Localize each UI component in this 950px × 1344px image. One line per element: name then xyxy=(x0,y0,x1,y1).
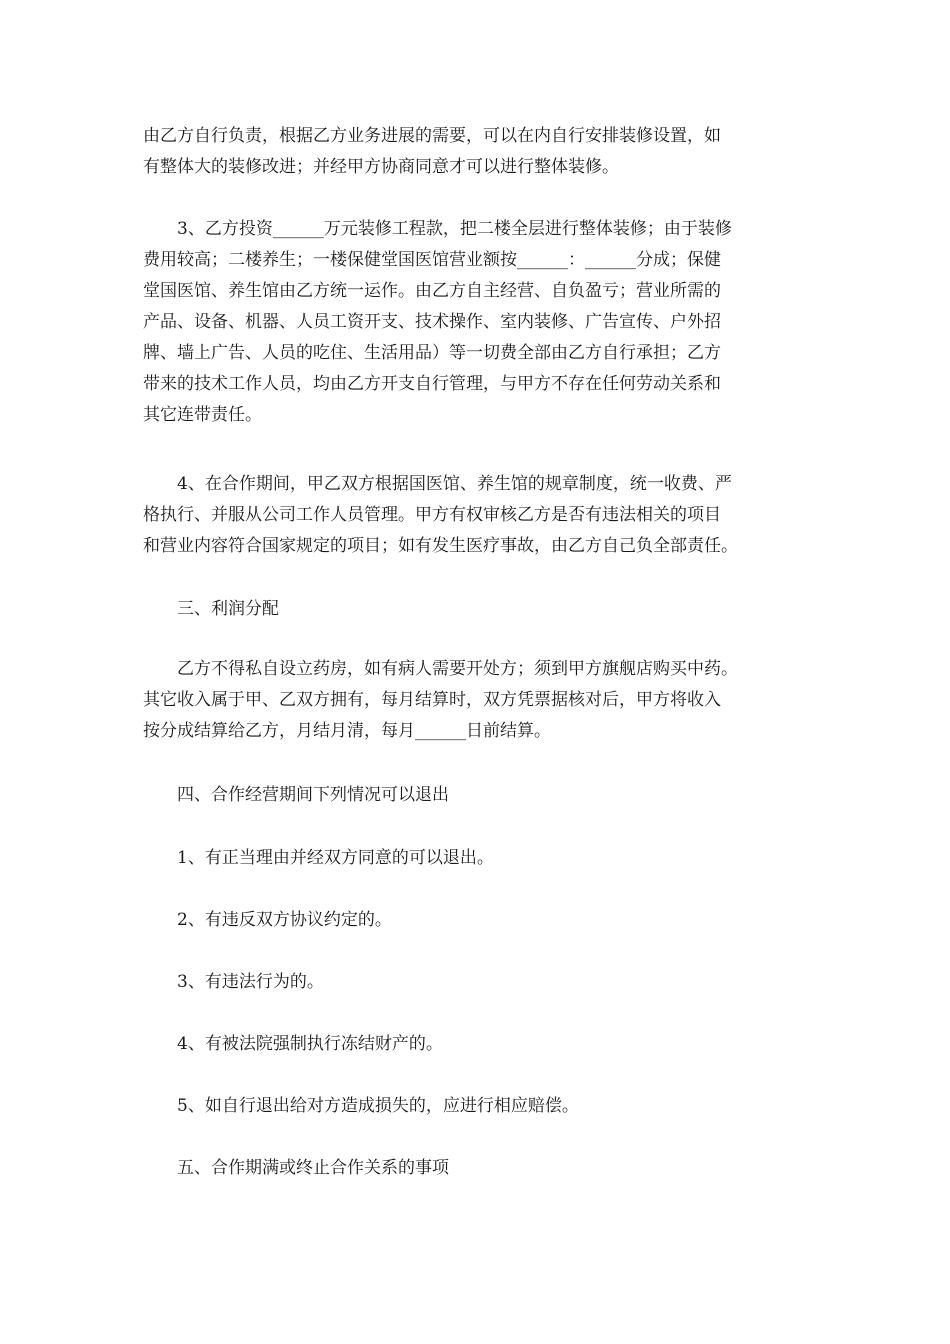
list-item-withdrawal-3 xyxy=(143,967,811,998)
text-line: 费用较高；二楼养生；一楼保健堂国医馆营业额按______：______分成；保健 xyxy=(143,250,721,270)
paragraph-renovation-responsibility xyxy=(143,121,811,183)
text-line: 2、有违反双方协议约定的。 xyxy=(143,910,392,930)
text-line: 4、有被法院强制执行冻结财产的。 xyxy=(143,1034,443,1054)
section-heading-expiry-termination xyxy=(143,1153,811,1184)
section-heading-withdrawal xyxy=(143,780,811,811)
text-line: 带来的技术工作人员，均由乙方开支自行管理，与甲方不存在任何劳动关系和 xyxy=(143,374,721,394)
text-line: 有整体大的装修改进；并经甲方协商同意才可以进行整体装修。 xyxy=(143,157,619,177)
paragraph-pharmacy-settlement xyxy=(143,654,811,747)
text-line: 格执行、并服从公司工作人员管理。甲方有权审核乙方是否有违法相关的项目 xyxy=(143,505,721,525)
list-item-withdrawal-4 xyxy=(143,1029,811,1060)
text-line: 1、有正当理由并经双方同意的可以退出。 xyxy=(143,848,494,868)
heading-text: 三、利润分配 xyxy=(143,599,279,619)
text-line: 由乙方自行负责，根据乙方业务进展的需要，可以在内自行安排装修设置，如 xyxy=(143,126,721,146)
list-item-withdrawal-1 xyxy=(143,843,811,874)
list-item-withdrawal-2 xyxy=(143,905,811,936)
paragraph-clause-4-cooperation xyxy=(143,469,811,562)
text-line: 3、乙方投资______万元装修工程款，把二楼全层进行整体装修；由于装修 xyxy=(143,219,732,239)
text-line: 5、如自行退出给对方造成损失的，应进行相应赔偿。 xyxy=(143,1096,579,1116)
section-heading-profit-distribution xyxy=(143,594,811,625)
heading-text: 四、合作经营期间下列情况可以退出 xyxy=(143,785,449,805)
paragraph-clause-3-investment xyxy=(143,214,811,431)
text-line: 产品、设备、机器、人员工资开支、技术操作、室内装修、广告宣传、户外招 xyxy=(143,312,721,332)
heading-text: 五、合作期满或终止合作关系的事项 xyxy=(143,1158,449,1178)
text-line: 堂国医馆、养生馆由乙方统一运作。由乙方自主经营、自负盈亏；营业所需的 xyxy=(143,281,721,301)
text-line: 4、在合作期间，甲乙双方根据国医馆、养生馆的规章制度，统一收费、严 xyxy=(143,474,732,494)
list-item-withdrawal-5 xyxy=(143,1091,811,1122)
text-line: 3、有违法行为的。 xyxy=(143,972,324,992)
text-line: 按分成结算给乙方，月结月清，每月______日前结算。 xyxy=(143,721,551,741)
text-line: 其它收入属于甲、乙双方拥有，每月结算时，双方凭票据核对后，甲方将收入 xyxy=(143,690,721,710)
text-line: 乙方不得私自设立药房，如有病人需要开处方；须到甲方旗舰店购买中药。 xyxy=(143,659,738,679)
text-line: 其它连带责任。 xyxy=(143,405,262,425)
text-line: 牌、墙上广告、人员的吃住、生活用品）等一切费全部由乙方自行承担；乙方 xyxy=(143,343,721,363)
text-line: 和营业内容符合国家规定的项目；如有发生医疗事故，由乙方自己负全部责任。 xyxy=(143,536,738,556)
